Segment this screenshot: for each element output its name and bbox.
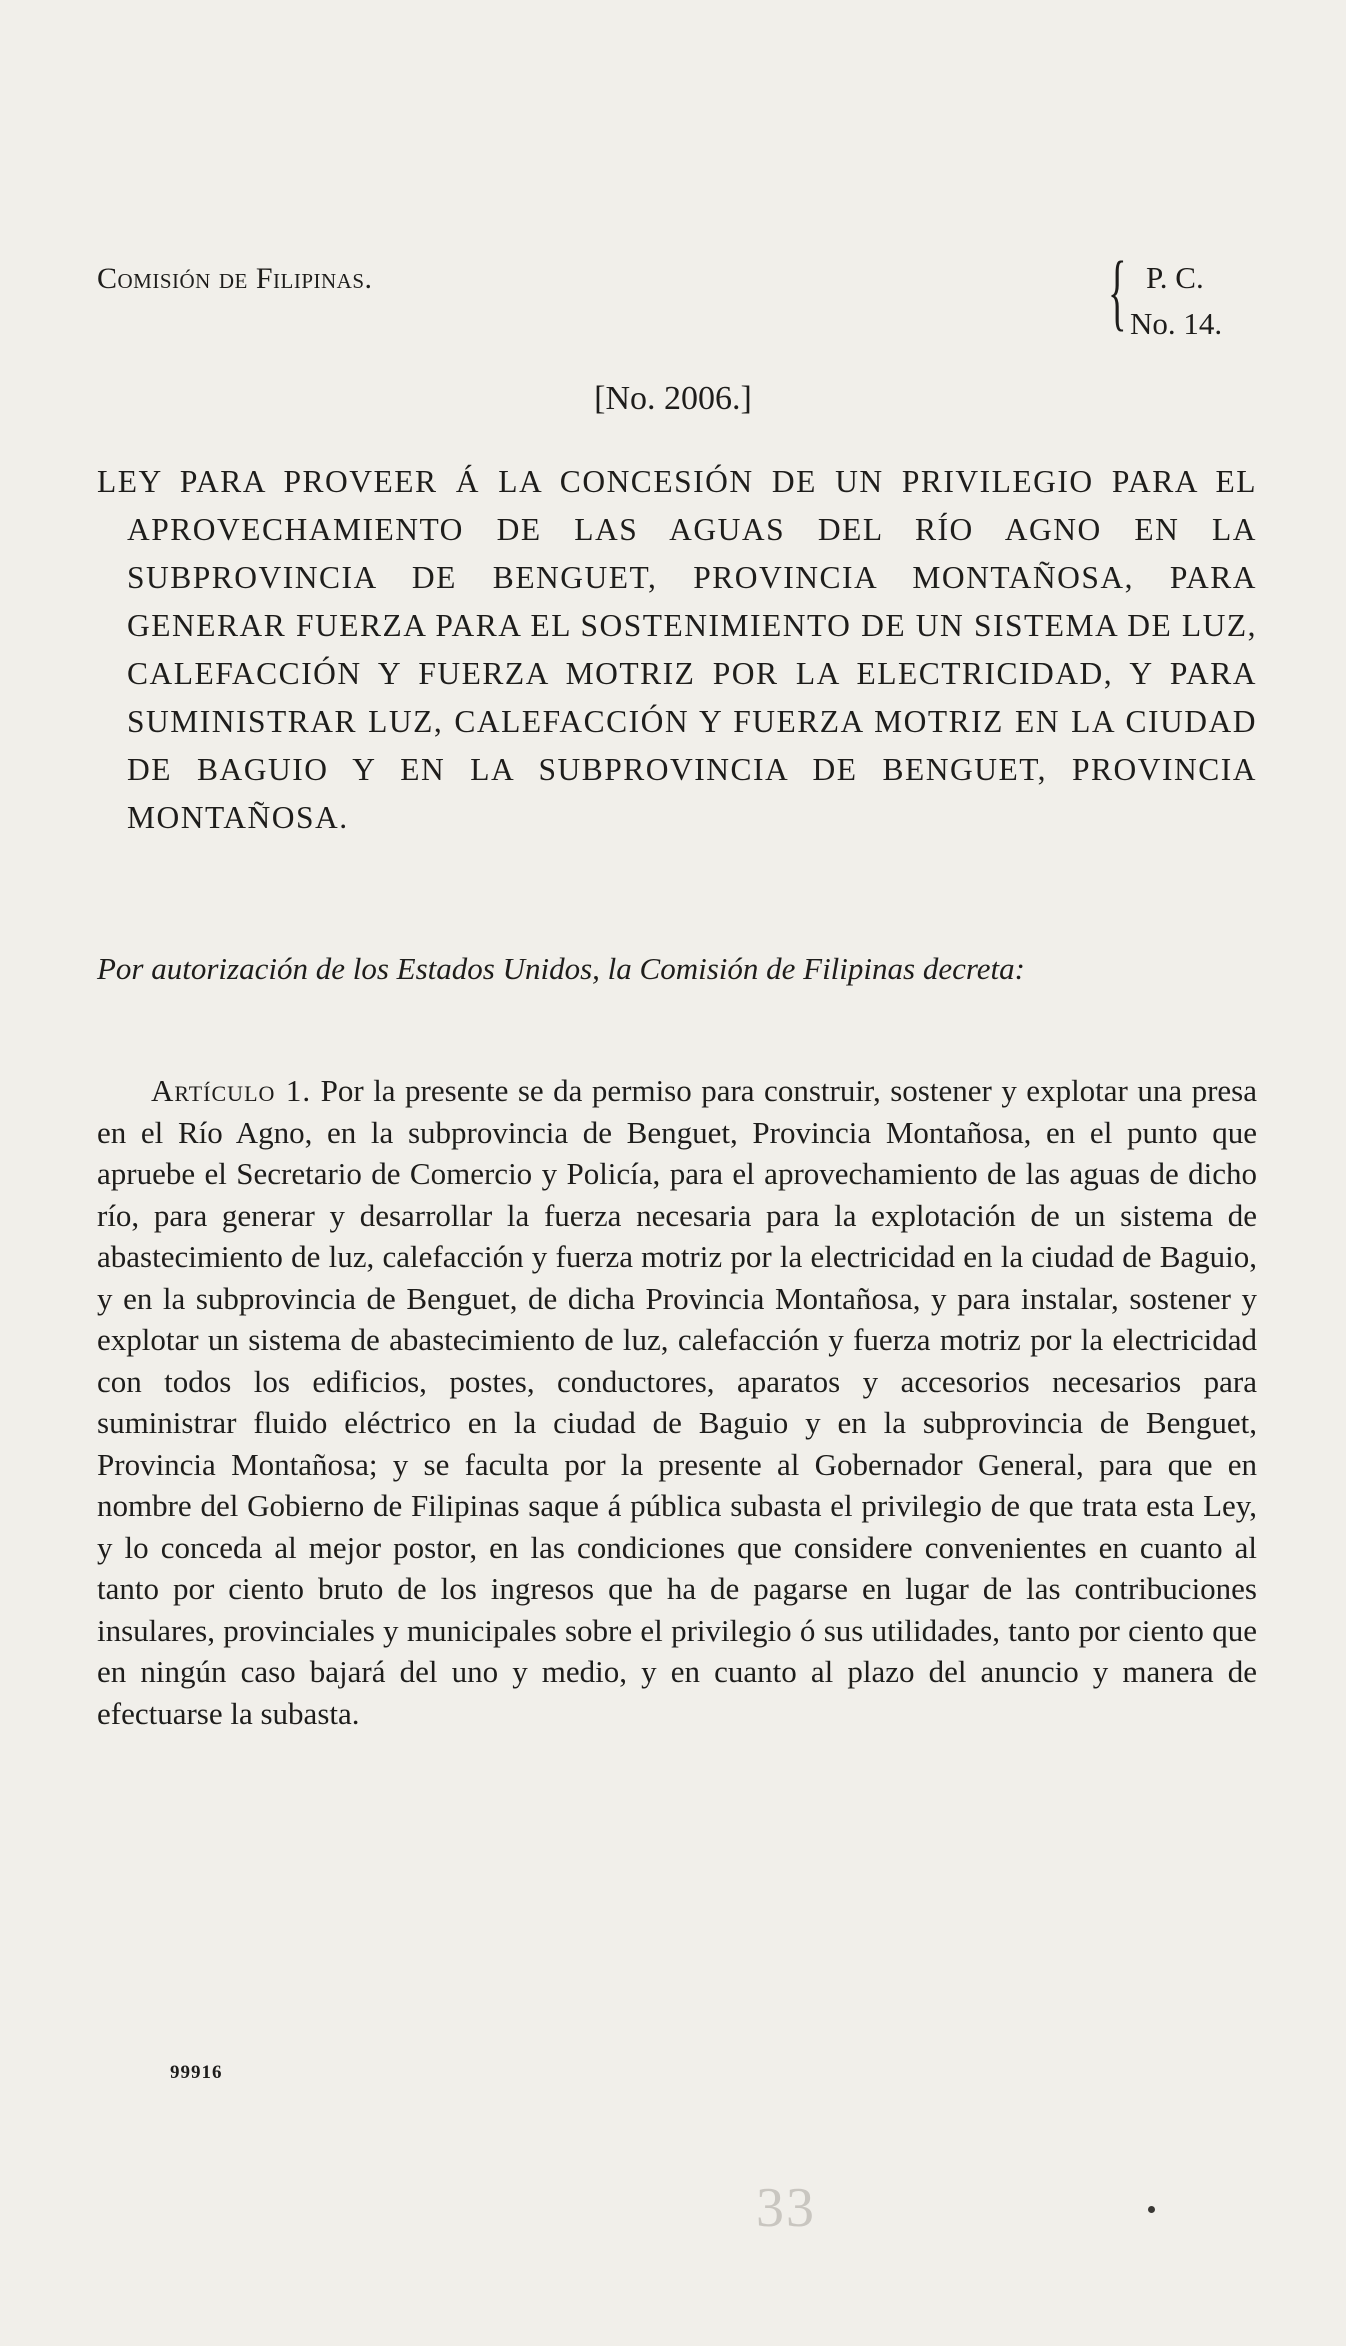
act-number: [No. 2006.] xyxy=(594,380,752,417)
reference-line-1: P. C. xyxy=(1146,260,1204,295)
document-reference xyxy=(1108,243,1268,346)
print-code: 99916 xyxy=(170,2062,223,2083)
article-1 xyxy=(97,1070,1257,1734)
enacting-clause: Por autorización de los Estados Unidos, la Comisión de Filipinas decreta: xyxy=(97,951,1025,986)
act-title: LEY PARA PROVEER Á LA CONCESIÓN DE UN PRIVILEGIO PARA EL APROVECHAMIENTO DE LAS AGUAS DEL RÍO AGNO EN LA SUBPROVINCIA DE BENGUET, PROVINCIA MONTAÑOSA, PARA GENERAR FUERZA PARA EL SOSTENIMIENTO DE UN SISTEMA DE LUZ, CALEFACCIÓN Y FUERZA MOTRIZ POR LA ELECTRICIDAD, Y PARA SUMINISTRAR LUZ, CALEFACCIÓN Y FUERZA MOTRIZ EN LA CIUDAD DE BAGUIO Y EN LA SUBPROVINCIA DE BENGUET, PROVINCIA MONTAÑOSA. xyxy=(97,464,1257,835)
page-stamp: 33 xyxy=(756,2177,816,2239)
article-text: Por la presente se da permiso para construir, sostener y explotar una presa en el Río Agno, en la subprovincia de Benguet, Provincia Montañosa, en el punto que apruebe el Secretario de Comercio y Policía, para el aprovechamiento de las aguas de dicho río, para generar y desarrollar la fuerza necesaria para la explotación de un sistema de abastecimiento de luz, calefacción y fuerza motriz por la electricidad en la ciudad de Baguio, y en la subprovincia de Benguet, de dicha Provincia Montañosa, y para instalar, sostener y explotar un sistema de abastecimiento de luz, calefacción y fuerza motriz por la electricidad con todos los edificios, postes, conductores, aparatos y accesorios necesarios para suministrar fluido eléctrico en la ciudad de Baguio y en la subprovincia de Benguet, Provincia Montañosa; y se faculta por la presente al Gobernador General, para que en nombre del Gobierno de Filipinas saque á pública subasta el privilegio de que trata esta Ley, y lo conceda al mejor postor, en las condiciones que considere convenientes en cuanto al tanto por ciento bruto de los ingresos que ha de pagarse en lugar de las contribuciones insulares, provinciales y municipales sobre el privilegio ó sus utilidades, tanto por ciento que en ningún caso bajará del uno y medio, y en cuanto al plazo del anuncio y manera de efectuarse la subasta. xyxy=(97,1073,1258,1731)
brace-glyph: { xyxy=(1108,243,1127,339)
article-label: Artículo 1. xyxy=(151,1073,312,1108)
reference-line-2: No. 14. xyxy=(1130,306,1223,341)
commission-header: Comisión de Filipinas. xyxy=(97,262,373,295)
ink-speck xyxy=(1148,2206,1155,2213)
